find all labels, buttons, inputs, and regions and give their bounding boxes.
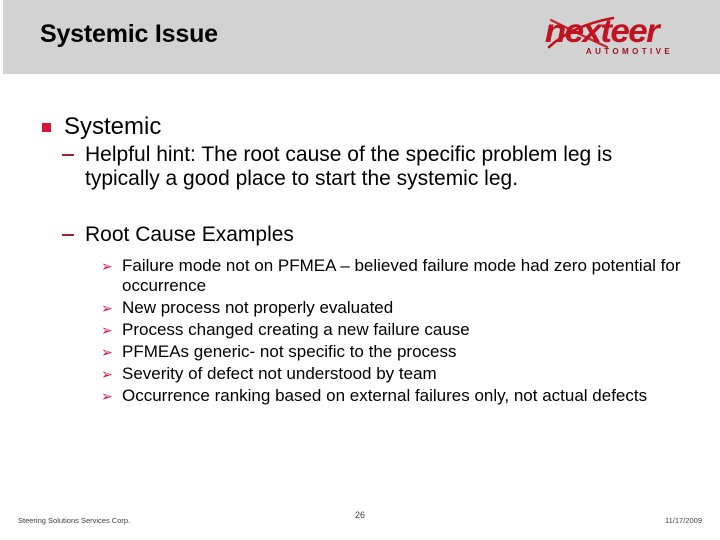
list-item-label: Process changed creating a new failure cause (122, 320, 470, 339)
bullet-level2-examples-label: Root Cause Examples (85, 223, 294, 246)
list-item (0, 256, 720, 296)
list-item-label: Occurrence ranking based on external failures only, not actual defects (122, 386, 648, 405)
content-spacer (0, 247, 720, 254)
arrow-bullet-icon: ➢ (101, 366, 113, 382)
dash-bullet-icon (62, 154, 74, 156)
footer-date: 11/17/2009 (665, 516, 702, 525)
arrow-bullet-icon: ➢ (101, 344, 113, 360)
square-bullet-icon (42, 123, 51, 132)
list-item-label: New process not properly evaluated (122, 298, 394, 317)
logo-tagline: AUTOMOTIVE (585, 47, 674, 56)
list-item (0, 298, 720, 318)
slide-number: 26 (354, 510, 365, 520)
page-title: Systemic Issue (40, 20, 218, 48)
nexteer-logo (509, 14, 694, 60)
arrow-bullet-icon: ➢ (101, 322, 113, 338)
slide-footer (0, 506, 720, 540)
footer-company-name: Steering Solutions Services Corp. (18, 516, 131, 525)
bullet-level2-root-cause-examples (0, 223, 720, 247)
arrow-bullet-icon: ➢ (101, 258, 113, 274)
bullet-level2-hint-label: Helpful hint: The root cause of the specific problem leg is typically a good place to start the systemic leg. (85, 143, 613, 190)
arrow-bullet-icon: ➢ (101, 388, 113, 404)
list-item-label: Severity of defect not understood by team (122, 364, 437, 383)
slide-content (0, 112, 720, 406)
list-item (0, 364, 720, 384)
list-item-label: PFMEAs generic- not specific to the process (122, 342, 457, 361)
bullet-level2-helpful-hint (0, 143, 720, 191)
dash-bullet-icon (62, 234, 74, 236)
bullet-level1-systemic (0, 112, 720, 142)
list-item (0, 342, 720, 362)
logo-wordmark-text: nexteer (544, 12, 659, 49)
list-item (0, 320, 720, 340)
content-spacer (0, 191, 720, 223)
slide-header-band (3, 0, 720, 74)
list-item (0, 386, 720, 406)
arrow-bullet-icon: ➢ (101, 300, 113, 316)
bullet-level1-label: Systemic (64, 113, 162, 140)
list-item-label: Failure mode not on PFMEA – believed failure mode had zero potential for occurrence (122, 256, 681, 295)
